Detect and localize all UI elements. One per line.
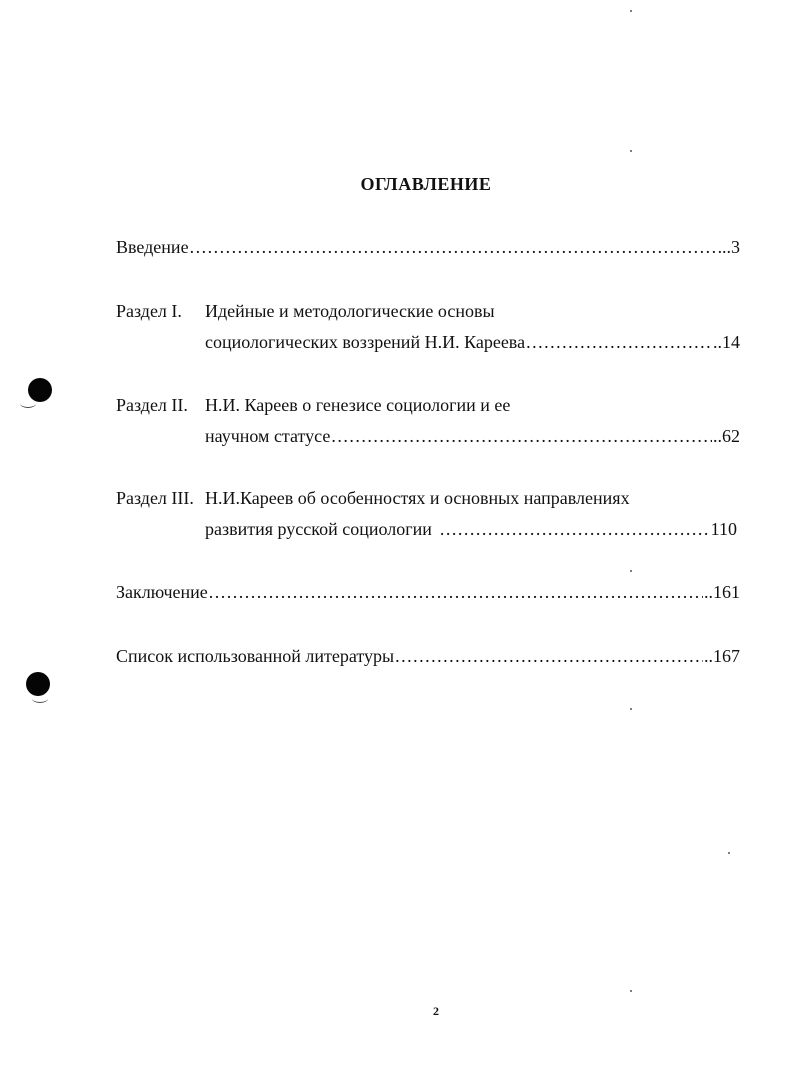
dot-leader (209, 581, 703, 603)
toc-entry-label: Список использованной литературы (116, 646, 395, 666)
toc-section-title-line1: Н.И.Кареев об особенностях и основных направлениях (205, 488, 630, 508)
scan-speck (630, 570, 632, 572)
page-title: ОГЛАВЛЕНИЕ (360, 174, 492, 194)
dot-leader (526, 331, 712, 353)
toc-entry-label: развития русской социологии (205, 519, 432, 539)
toc-page-number: ..161 (704, 582, 740, 602)
toc-section-prefix: Раздел I. (116, 301, 182, 321)
toc-page-number: ..167 (704, 646, 740, 666)
scan-speck (630, 990, 632, 992)
scan-speck (630, 10, 632, 12)
toc-section-title-line1: Н.И. Кареев о генезисе социологии и ее (205, 395, 511, 415)
toc-page-number: 110 (710, 519, 737, 539)
toc-entry-references (116, 645, 740, 667)
toc-section-prefix: Раздел III. (116, 488, 194, 508)
toc-entry-label: Заключение (116, 582, 208, 602)
binder-hole-bottom (26, 672, 50, 696)
toc-entry-conclusion (116, 581, 740, 603)
scan-speck (728, 852, 730, 854)
dot-leader (190, 236, 721, 258)
scan-speck (630, 150, 632, 152)
toc-section-prefix: Раздел II. (116, 395, 188, 415)
toc-page-number: ..62 (713, 426, 740, 446)
toc-section-title-line1: Идейные и методологические основы (205, 301, 495, 321)
toc-entry-section3 (205, 518, 737, 540)
toc-entry-section2 (205, 425, 740, 447)
dot-leader (331, 425, 712, 447)
page-number: 2 (433, 1004, 439, 1018)
toc-entry-intro (116, 236, 740, 258)
binder-hole-bottom-shadow (32, 694, 48, 703)
toc-entry-label: научном статусе (205, 426, 331, 446)
toc-page-number: ..14 (713, 332, 740, 352)
dot-leader (440, 518, 710, 540)
toc-entry-section1 (205, 331, 740, 353)
toc-entry-label: Введение (116, 237, 189, 257)
binder-hole-top-shadow (20, 399, 36, 408)
dot-leader (395, 645, 703, 667)
toc-page-number: ..3 (722, 237, 740, 257)
scan-speck (630, 708, 632, 710)
toc-entry-label: социологических воззрений Н.И. Кареева (205, 332, 526, 352)
